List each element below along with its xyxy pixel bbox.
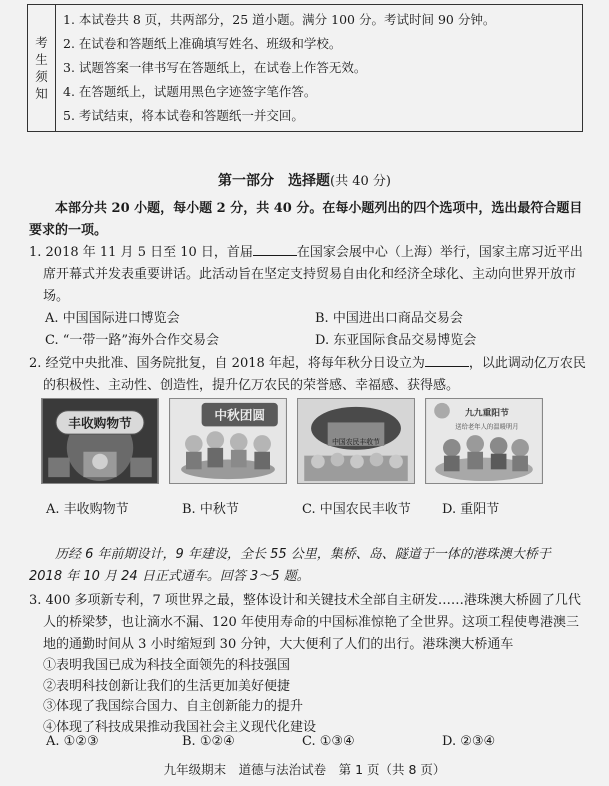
notice-label-char: 生	[35, 52, 48, 67]
part-title	[0, 170, 609, 190]
image-4-subcaption: 送给老年人的温暖明月	[455, 423, 519, 431]
question-1-stem	[29, 242, 589, 308]
notice-item: 1. 本试卷共 8 页，共两部分，25 道小题。满分 100 分。考试时间 90 分钟。	[63, 12, 496, 27]
farmers-festival-illustration	[298, 399, 414, 483]
option-c: C. “一带一路”海外合作交易会	[45, 333, 220, 348]
option-d: D. 重阳节	[442, 502, 500, 517]
option-b: B. ①②④	[182, 734, 235, 749]
notice-label	[28, 5, 56, 131]
part-instruction: 本部分共 20 小题，每小题 2 分，共 40 分。在每小题列出的四个选项中，选出最符合题目要求的一项。	[29, 201, 583, 238]
image-4-caption: 九九重阳节	[464, 408, 509, 419]
image-mid-autumn-reunion	[169, 398, 287, 484]
option-b: B. 中秋节	[182, 502, 239, 517]
notice-list	[56, 5, 495, 131]
page-footer: 九年级期末 道德与法治试卷 第 1 页（共 8 页）	[163, 762, 446, 777]
part-title-main: 第一部分 选择题	[218, 173, 331, 189]
option-a: A. 中国国际进口博览会	[45, 311, 180, 326]
image-farmers-harvest-festival	[297, 398, 415, 484]
option-d: D. 东亚国际食品交易博览会	[315, 333, 477, 348]
notice-item: 2. 在试卷和答题纸上准确填写姓名、班级和学校。	[63, 36, 342, 51]
notice-label-char: 须	[35, 69, 48, 84]
question-1-stem-a: 1. 2018 年 11 月 5 日至 10 日，首届	[29, 245, 253, 260]
reading-context: 历经 6 年前期设计，9 年建设，全长 55 公里，集桥、岛、隧道于一体的港珠澳大桥于 2018 年 10 月 24 日正式通车。回答 3～5 题。	[29, 547, 551, 584]
question-2	[29, 353, 589, 397]
notice-item: 4. 在答题纸上，试题用黑色字迹签字笔作答。	[63, 84, 317, 99]
option-b: B. 中国进出口商品交易会	[315, 311, 463, 326]
option-d: D. ②③④	[442, 734, 496, 749]
double-ninth-illustration	[426, 399, 542, 483]
exam-notice-box	[27, 4, 583, 132]
question-1	[29, 242, 589, 352]
notice-item: 5. 考试结束，将本试卷和答题纸一并交回。	[63, 108, 304, 123]
statement: ①表明我国已成为科技全面领先的科技强国	[43, 658, 291, 673]
option-c: C. ①③④	[302, 734, 355, 749]
notice-item: 3. 试题答案一律书写在答题纸上，在试卷上作答无效。	[63, 60, 367, 75]
option-c: C. 中国农民丰收节	[302, 502, 411, 517]
harvest-shopping-illustration	[42, 399, 158, 483]
statement: ②表明科技创新让我们的生活更加美好便捷	[43, 678, 291, 694]
option-a: A. ①②③	[46, 734, 99, 749]
question-2-images	[41, 398, 586, 484]
question-2-stem-b: ，以此调动亿万农民的积极性、主动性、创造性，提升亿万农民的荣誉感、幸福感、获得感。	[43, 356, 586, 393]
question-1-options	[29, 308, 589, 352]
notice-label-char: 知	[35, 86, 48, 101]
image-double-ninth-festival	[425, 398, 543, 484]
image-3-caption: 中国农民丰收节	[332, 437, 380, 446]
part-title-score: (共 40 分)	[330, 174, 391, 189]
option-a: A. 丰收购物节	[46, 502, 129, 517]
question-2-stem	[29, 353, 589, 397]
question-2-stem-a: 2. 经党中央批准、国务院批复，自 2018 年起，将每年秋分日设立为	[29, 356, 425, 371]
image-harvest-shopping-festival	[41, 398, 159, 484]
question-3	[29, 590, 589, 738]
notice-label-char: 考	[35, 35, 48, 50]
image-1-caption: 丰收购物节	[68, 415, 132, 431]
mid-autumn-illustration	[170, 399, 286, 483]
answer-blank	[253, 243, 297, 256]
question-3-stem: 3. 400 多项新专利，7 项世界之最，整体设计和关键技术全部自主研发……港珠澳大桥圆了几代人的桥梁梦，也让滴水不漏、120 年使用寿命的中国标准惊艳了全世界。这项工程使粤港澳三地的通勤时间从 3 小时缩短到 30 分钟，大大便利了人们的出行。港珠澳大桥通车	[29, 593, 581, 652]
statement: ③体现了我国综合国力、自主创新能力的提升	[43, 699, 304, 714]
question-1-stem-b: 在国家会展中心（上海）举行，国家主席习近平出席开幕式并发表重要讲话。此活动旨在坚定支持贸易自由化和经济全球化、主动向世界开放市场。	[43, 245, 583, 304]
statement: ④体现了科技成果推动我国社会主义现代化建设	[43, 719, 317, 735]
image-2-caption: 中秋团圆	[214, 407, 266, 423]
answer-blank	[425, 354, 469, 367]
